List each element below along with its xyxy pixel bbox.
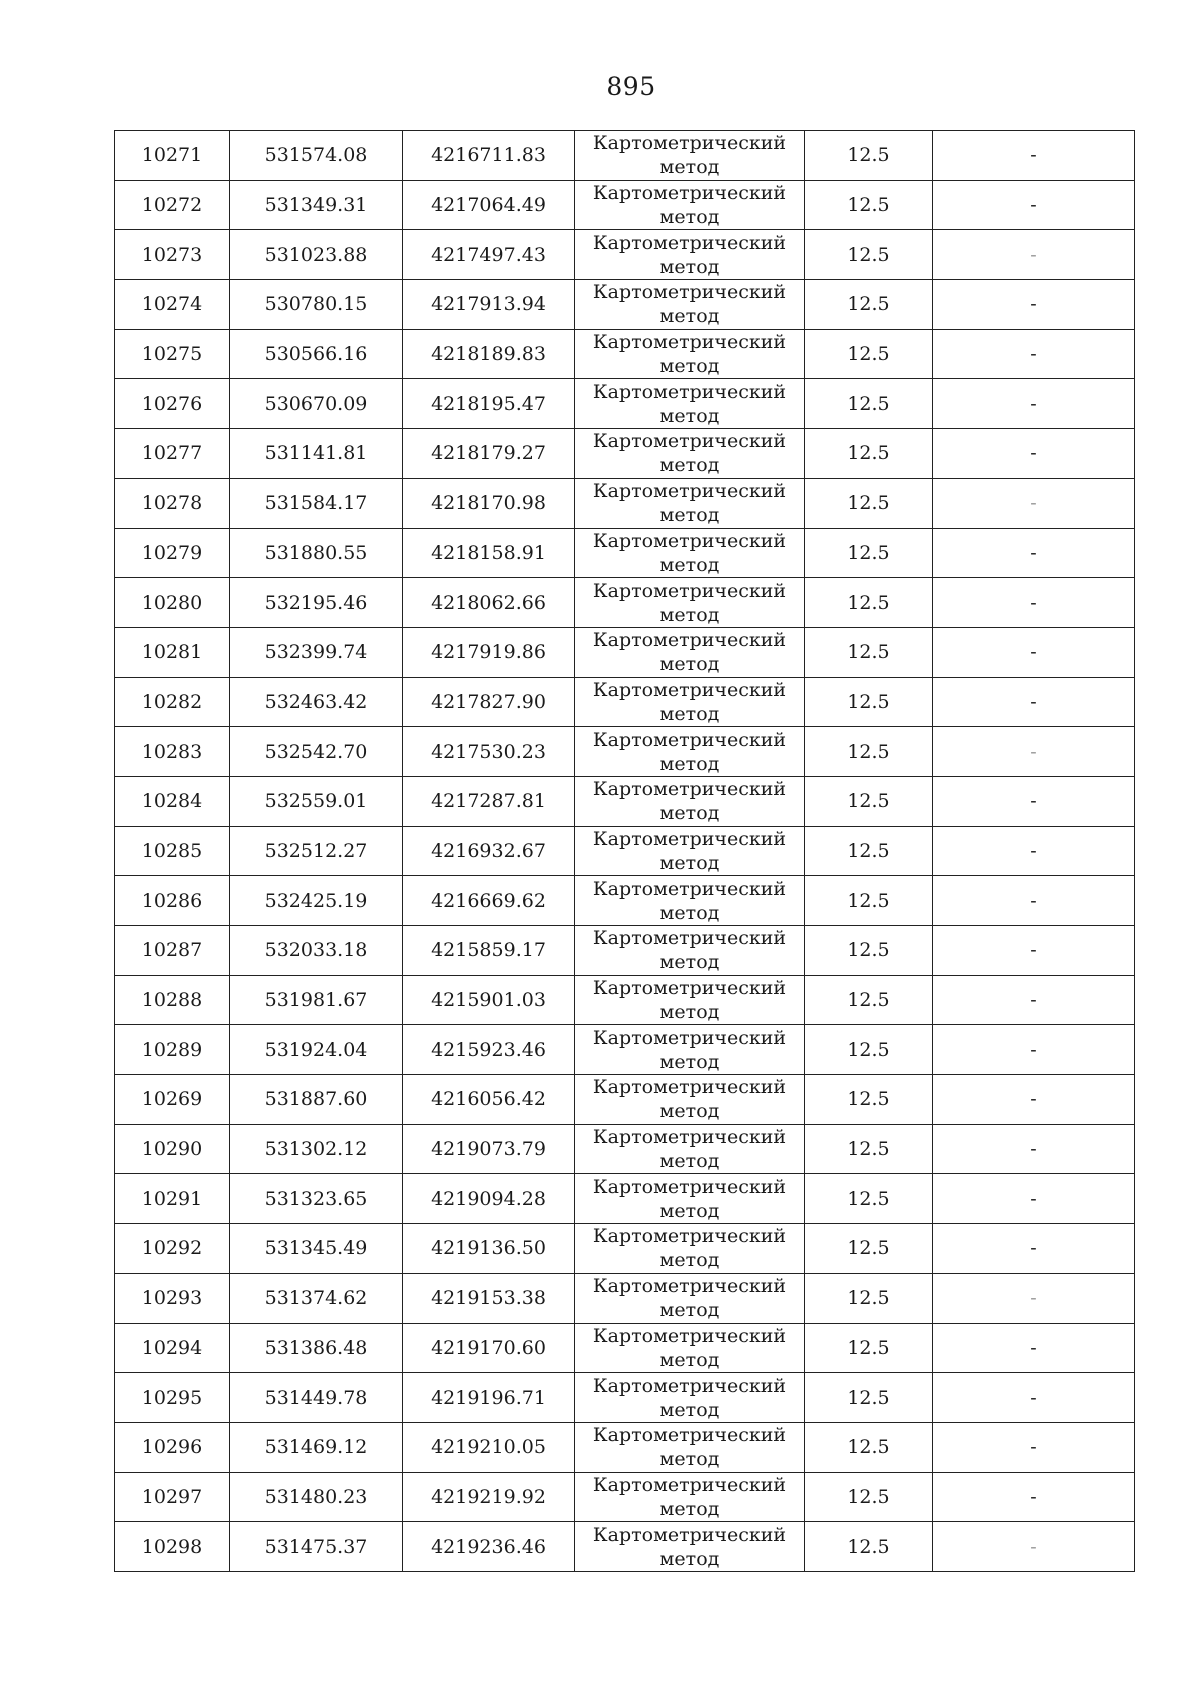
accuracy-cell: 12.5 [805, 776, 933, 826]
table-row [115, 379, 1135, 429]
point-id-cell: 10289 [115, 1025, 230, 1075]
method-line-1: Картометрический [592, 231, 787, 254]
accuracy-cell: 12.5 [805, 578, 933, 628]
point-id-cell: 10286 [115, 876, 230, 926]
table-row [115, 528, 1135, 578]
accuracy-cell: 12.5 [805, 1472, 933, 1522]
table-row [115, 1323, 1135, 1373]
x-coordinate-cell: 530566.16 [230, 329, 403, 379]
note-cell: - [933, 975, 1135, 1025]
method-line-1: Картометрический [592, 728, 787, 751]
note-cell: - [933, 429, 1135, 479]
method-line-1: Картометрический [592, 1175, 787, 1198]
x-coordinate-cell: 531475.37 [230, 1522, 403, 1572]
method-line-1: Картометрический [592, 1374, 787, 1397]
y-coordinate-cell: 4217287.81 [403, 776, 575, 826]
point-id-cell: 10288 [115, 975, 230, 1025]
note-cell: - [933, 727, 1135, 777]
method-cell [575, 677, 805, 727]
method-cell [575, 131, 805, 181]
accuracy-cell: 12.5 [805, 1075, 933, 1125]
method-line-2: метод [659, 603, 720, 626]
table-row [115, 1174, 1135, 1224]
x-coordinate-cell: 531349.31 [230, 180, 403, 230]
x-coordinate-cell: 531345.49 [230, 1224, 403, 1274]
y-coordinate-cell: 4219170.60 [403, 1323, 575, 1373]
x-coordinate-cell: 531880.55 [230, 528, 403, 578]
point-id-cell: 10287 [115, 926, 230, 976]
note-cell: - [933, 926, 1135, 976]
accuracy-cell: 12.5 [805, 329, 933, 379]
y-coordinate-cell: 4218170.98 [403, 478, 575, 528]
point-id-cell: 10274 [115, 280, 230, 330]
method-line-2: метод [659, 404, 720, 427]
method-line-2: метод [659, 305, 720, 328]
table-row [115, 1472, 1135, 1522]
note-cell: - [933, 1124, 1135, 1174]
x-coordinate-cell: 532425.19 [230, 876, 403, 926]
y-coordinate-cell: 4216056.42 [403, 1075, 575, 1125]
y-coordinate-cell: 4216711.83 [403, 131, 575, 181]
accuracy-cell: 12.5 [805, 131, 933, 181]
y-coordinate-cell: 4218195.47 [403, 379, 575, 429]
accuracy-cell: 12.5 [805, 627, 933, 677]
method-cell [575, 1174, 805, 1224]
note-cell: - [933, 1273, 1135, 1323]
note-cell: - [933, 230, 1135, 280]
note-cell: - [933, 1025, 1135, 1075]
method-line-2: метод [659, 702, 720, 725]
y-coordinate-cell: 4216669.62 [403, 876, 575, 926]
note-cell: - [933, 280, 1135, 330]
method-line-2: метод [659, 1497, 720, 1520]
point-id-cell: 10281 [115, 627, 230, 677]
method-line-2: метод [659, 951, 720, 974]
point-id-cell: 10290 [115, 1124, 230, 1174]
x-coordinate-cell: 531480.23 [230, 1472, 403, 1522]
method-line-1: Картометрический [592, 778, 787, 801]
y-coordinate-cell: 4219210.05 [403, 1422, 575, 1472]
method-line-1: Картометрический [592, 678, 787, 701]
y-coordinate-cell: 4218179.27 [403, 429, 575, 479]
method-line-2: метод [659, 851, 720, 874]
accuracy-cell: 12.5 [805, 280, 933, 330]
point-id-cell: 10297 [115, 1472, 230, 1522]
table-row [115, 1522, 1135, 1572]
method-cell [575, 1124, 805, 1174]
note-cell: - [933, 677, 1135, 727]
method-line-1: Картометрический [592, 1523, 787, 1546]
method-line-2: метод [659, 901, 720, 924]
x-coordinate-cell: 532559.01 [230, 776, 403, 826]
x-coordinate-cell: 531574.08 [230, 131, 403, 181]
method-cell [575, 280, 805, 330]
note-cell: - [933, 329, 1135, 379]
accuracy-cell: 12.5 [805, 975, 933, 1025]
point-id-cell: 10285 [115, 826, 230, 876]
note-cell: - [933, 180, 1135, 230]
x-coordinate-cell: 530780.15 [230, 280, 403, 330]
table-row [115, 776, 1135, 826]
method-line-2: метод [659, 653, 720, 676]
point-id-cell: 10272 [115, 180, 230, 230]
x-coordinate-cell: 532399.74 [230, 627, 403, 677]
note-cell: - [933, 1075, 1135, 1125]
accuracy-cell: 12.5 [805, 1522, 933, 1572]
point-id-cell: 10275 [115, 329, 230, 379]
method-line-2: метод [659, 1050, 720, 1073]
y-coordinate-cell: 4217497.43 [403, 230, 575, 280]
table-row [115, 1373, 1135, 1423]
y-coordinate-cell: 4218158.91 [403, 528, 575, 578]
method-line-1: Картометрический [592, 1473, 787, 1496]
x-coordinate-cell: 531887.60 [230, 1075, 403, 1125]
x-coordinate-cell: 531374.62 [230, 1273, 403, 1323]
method-line-2: метод [659, 1199, 720, 1222]
accuracy-cell: 12.5 [805, 926, 933, 976]
note-cell: - [933, 1422, 1135, 1472]
y-coordinate-cell: 4219196.71 [403, 1373, 575, 1423]
accuracy-cell: 12.5 [805, 429, 933, 479]
x-coordinate-cell: 531469.12 [230, 1422, 403, 1472]
method-cell [575, 1472, 805, 1522]
method-cell [575, 329, 805, 379]
coordinates-table-body [115, 131, 1135, 1572]
method-line-1: Картометрический [592, 977, 787, 1000]
method-line-2: метод [659, 255, 720, 278]
table-row [115, 429, 1135, 479]
table-row [115, 826, 1135, 876]
method-line-1: Картометрический [592, 430, 787, 453]
method-line-2: метод [659, 206, 720, 229]
y-coordinate-cell: 4217064.49 [403, 180, 575, 230]
y-coordinate-cell: 4215859.17 [403, 926, 575, 976]
method-line-2: метод [659, 1547, 720, 1570]
point-id-cell: 10284 [115, 776, 230, 826]
method-line-1: Картометрический [592, 877, 787, 900]
method-line-2: метод [659, 752, 720, 775]
accuracy-cell: 12.5 [805, 1124, 933, 1174]
x-coordinate-cell: 531323.65 [230, 1174, 403, 1224]
note-cell: - [933, 528, 1135, 578]
accuracy-cell: 12.5 [805, 727, 933, 777]
method-line-2: метод [659, 454, 720, 477]
table-row [115, 926, 1135, 976]
note-cell: - [933, 826, 1135, 876]
accuracy-cell: 12.5 [805, 876, 933, 926]
note-cell: - [933, 578, 1135, 628]
accuracy-cell: 12.5 [805, 1373, 933, 1423]
table-row [115, 1224, 1135, 1274]
y-coordinate-cell: 4218189.83 [403, 329, 575, 379]
accuracy-cell: 12.5 [805, 528, 933, 578]
method-line-1: Картометрический [592, 629, 787, 652]
y-coordinate-cell: 4219219.92 [403, 1472, 575, 1522]
table-row [115, 280, 1135, 330]
method-line-1: Картометрический [592, 182, 787, 205]
method-cell [575, 478, 805, 528]
method-cell [575, 379, 805, 429]
method-line-1: Картометрический [592, 281, 787, 304]
note-cell: - [933, 1373, 1135, 1423]
accuracy-cell: 12.5 [805, 379, 933, 429]
accuracy-cell: 12.5 [805, 230, 933, 280]
table-row [115, 975, 1135, 1025]
point-id-cell: 10278 [115, 478, 230, 528]
x-coordinate-cell: 530670.09 [230, 379, 403, 429]
y-coordinate-cell: 4217827.90 [403, 677, 575, 727]
table-row [115, 329, 1135, 379]
accuracy-cell: 12.5 [805, 1224, 933, 1274]
x-coordinate-cell: 532463.42 [230, 677, 403, 727]
note-cell: - [933, 478, 1135, 528]
table-row [115, 876, 1135, 926]
table-row [115, 478, 1135, 528]
point-id-cell: 10292 [115, 1224, 230, 1274]
method-line-1: Картометрический [592, 1026, 787, 1049]
method-line-1: Картометрический [592, 1225, 787, 1248]
point-id-cell: 10296 [115, 1422, 230, 1472]
method-line-1: Картометрический [592, 529, 787, 552]
accuracy-cell: 12.5 [805, 180, 933, 230]
point-id-cell: 10271 [115, 131, 230, 181]
y-coordinate-cell: 4219094.28 [403, 1174, 575, 1224]
table-row [115, 1075, 1135, 1125]
method-cell [575, 528, 805, 578]
point-id-cell: 10291 [115, 1174, 230, 1224]
method-cell [575, 230, 805, 280]
method-cell [575, 1025, 805, 1075]
method-line-1: Картометрический [592, 927, 787, 950]
point-id-cell: 10277 [115, 429, 230, 479]
x-coordinate-cell: 531924.04 [230, 1025, 403, 1075]
note-cell: - [933, 776, 1135, 826]
method-line-2: метод [659, 553, 720, 576]
point-id-cell: 10294 [115, 1323, 230, 1373]
table-row [115, 180, 1135, 230]
accuracy-cell: 12.5 [805, 1422, 933, 1472]
method-cell [575, 776, 805, 826]
method-line-2: метод [659, 156, 720, 179]
method-cell [575, 1075, 805, 1125]
method-cell [575, 1373, 805, 1423]
method-line-2: метод [659, 1299, 720, 1322]
x-coordinate-cell: 531981.67 [230, 975, 403, 1025]
x-coordinate-cell: 531386.48 [230, 1323, 403, 1373]
y-coordinate-cell: 4215901.03 [403, 975, 575, 1025]
table-row [115, 727, 1135, 777]
y-coordinate-cell: 4217913.94 [403, 280, 575, 330]
method-cell [575, 1522, 805, 1572]
point-id-cell: 10273 [115, 230, 230, 280]
point-id-cell: 10276 [115, 379, 230, 429]
method-line-1: Картометрический [592, 827, 787, 850]
x-coordinate-cell: 532542.70 [230, 727, 403, 777]
method-line-2: метод [659, 1448, 720, 1471]
x-coordinate-cell: 531302.12 [230, 1124, 403, 1174]
y-coordinate-cell: 4219236.46 [403, 1522, 575, 1572]
y-coordinate-cell: 4217919.86 [403, 627, 575, 677]
accuracy-cell: 12.5 [805, 478, 933, 528]
method-line-2: метод [659, 504, 720, 527]
note-cell: - [933, 1472, 1135, 1522]
note-cell: - [933, 1522, 1135, 1572]
method-cell [575, 429, 805, 479]
page-number: 895 [606, 72, 656, 101]
method-line-1: Картометрический [592, 1126, 787, 1149]
method-cell [575, 1224, 805, 1274]
method-line-2: метод [659, 802, 720, 825]
method-line-1: Картометрический [592, 1076, 787, 1099]
x-coordinate-cell: 532512.27 [230, 826, 403, 876]
note-cell: - [933, 1323, 1135, 1373]
y-coordinate-cell: 4217530.23 [403, 727, 575, 777]
table-row [115, 1422, 1135, 1472]
method-line-2: метод [659, 1150, 720, 1173]
x-coordinate-cell: 531584.17 [230, 478, 403, 528]
x-coordinate-cell: 532195.46 [230, 578, 403, 628]
method-cell [575, 180, 805, 230]
note-cell: - [933, 1224, 1135, 1274]
point-id-cell: 10279 [115, 528, 230, 578]
table-row [115, 677, 1135, 727]
table-row [115, 1124, 1135, 1174]
method-cell [575, 826, 805, 876]
table-row [115, 627, 1135, 677]
method-line-1: Картометрический [592, 380, 787, 403]
point-id-cell: 10280 [115, 578, 230, 628]
x-coordinate-cell: 531023.88 [230, 230, 403, 280]
point-id-cell: 10282 [115, 677, 230, 727]
method-line-2: метод [659, 1249, 720, 1272]
table-row [115, 131, 1135, 181]
accuracy-cell: 12.5 [805, 1174, 933, 1224]
method-line-2: метод [659, 1348, 720, 1371]
method-line-1: Картометрический [592, 1424, 787, 1447]
accuracy-cell: 12.5 [805, 677, 933, 727]
point-id-cell: 10295 [115, 1373, 230, 1423]
x-coordinate-cell: 531141.81 [230, 429, 403, 479]
y-coordinate-cell: 4218062.66 [403, 578, 575, 628]
method-line-1: Картометрический [592, 579, 787, 602]
y-coordinate-cell: 4216932.67 [403, 826, 575, 876]
table-row [115, 230, 1135, 280]
method-line-1: Картометрический [592, 480, 787, 503]
method-cell [575, 926, 805, 976]
accuracy-cell: 12.5 [805, 826, 933, 876]
note-cell: - [933, 379, 1135, 429]
method-line-1: Картометрический [592, 331, 787, 354]
table-row [115, 1025, 1135, 1075]
x-coordinate-cell: 531449.78 [230, 1373, 403, 1423]
method-cell [575, 1273, 805, 1323]
accuracy-cell: 12.5 [805, 1273, 933, 1323]
method-cell [575, 1422, 805, 1472]
y-coordinate-cell: 4219153.38 [403, 1273, 575, 1323]
method-line-2: метод [659, 1100, 720, 1123]
point-id-cell: 10283 [115, 727, 230, 777]
coordinates-table [114, 130, 1135, 1572]
point-id-cell: 10298 [115, 1522, 230, 1572]
y-coordinate-cell: 4219073.79 [403, 1124, 575, 1174]
accuracy-cell: 12.5 [805, 1323, 933, 1373]
method-line-2: метод [659, 355, 720, 378]
method-cell [575, 1323, 805, 1373]
note-cell: - [933, 1174, 1135, 1224]
table-row [115, 1273, 1135, 1323]
accuracy-cell: 12.5 [805, 1025, 933, 1075]
method-line-2: метод [659, 1398, 720, 1421]
note-cell: - [933, 876, 1135, 926]
method-line-1: Картометрический [592, 1324, 787, 1347]
x-coordinate-cell: 532033.18 [230, 926, 403, 976]
point-id-cell: 10269 [115, 1075, 230, 1125]
method-cell [575, 578, 805, 628]
note-cell: - [933, 131, 1135, 181]
method-line-1: Картометрический [592, 132, 787, 155]
y-coordinate-cell: 4219136.50 [403, 1224, 575, 1274]
method-cell [575, 975, 805, 1025]
point-id-cell: 10293 [115, 1273, 230, 1323]
method-cell [575, 727, 805, 777]
table-row [115, 578, 1135, 628]
method-cell [575, 876, 805, 926]
method-cell [575, 627, 805, 677]
method-line-2: метод [659, 1001, 720, 1024]
method-line-1: Картометрический [592, 1275, 787, 1298]
note-cell: - [933, 627, 1135, 677]
y-coordinate-cell: 4215923.46 [403, 1025, 575, 1075]
